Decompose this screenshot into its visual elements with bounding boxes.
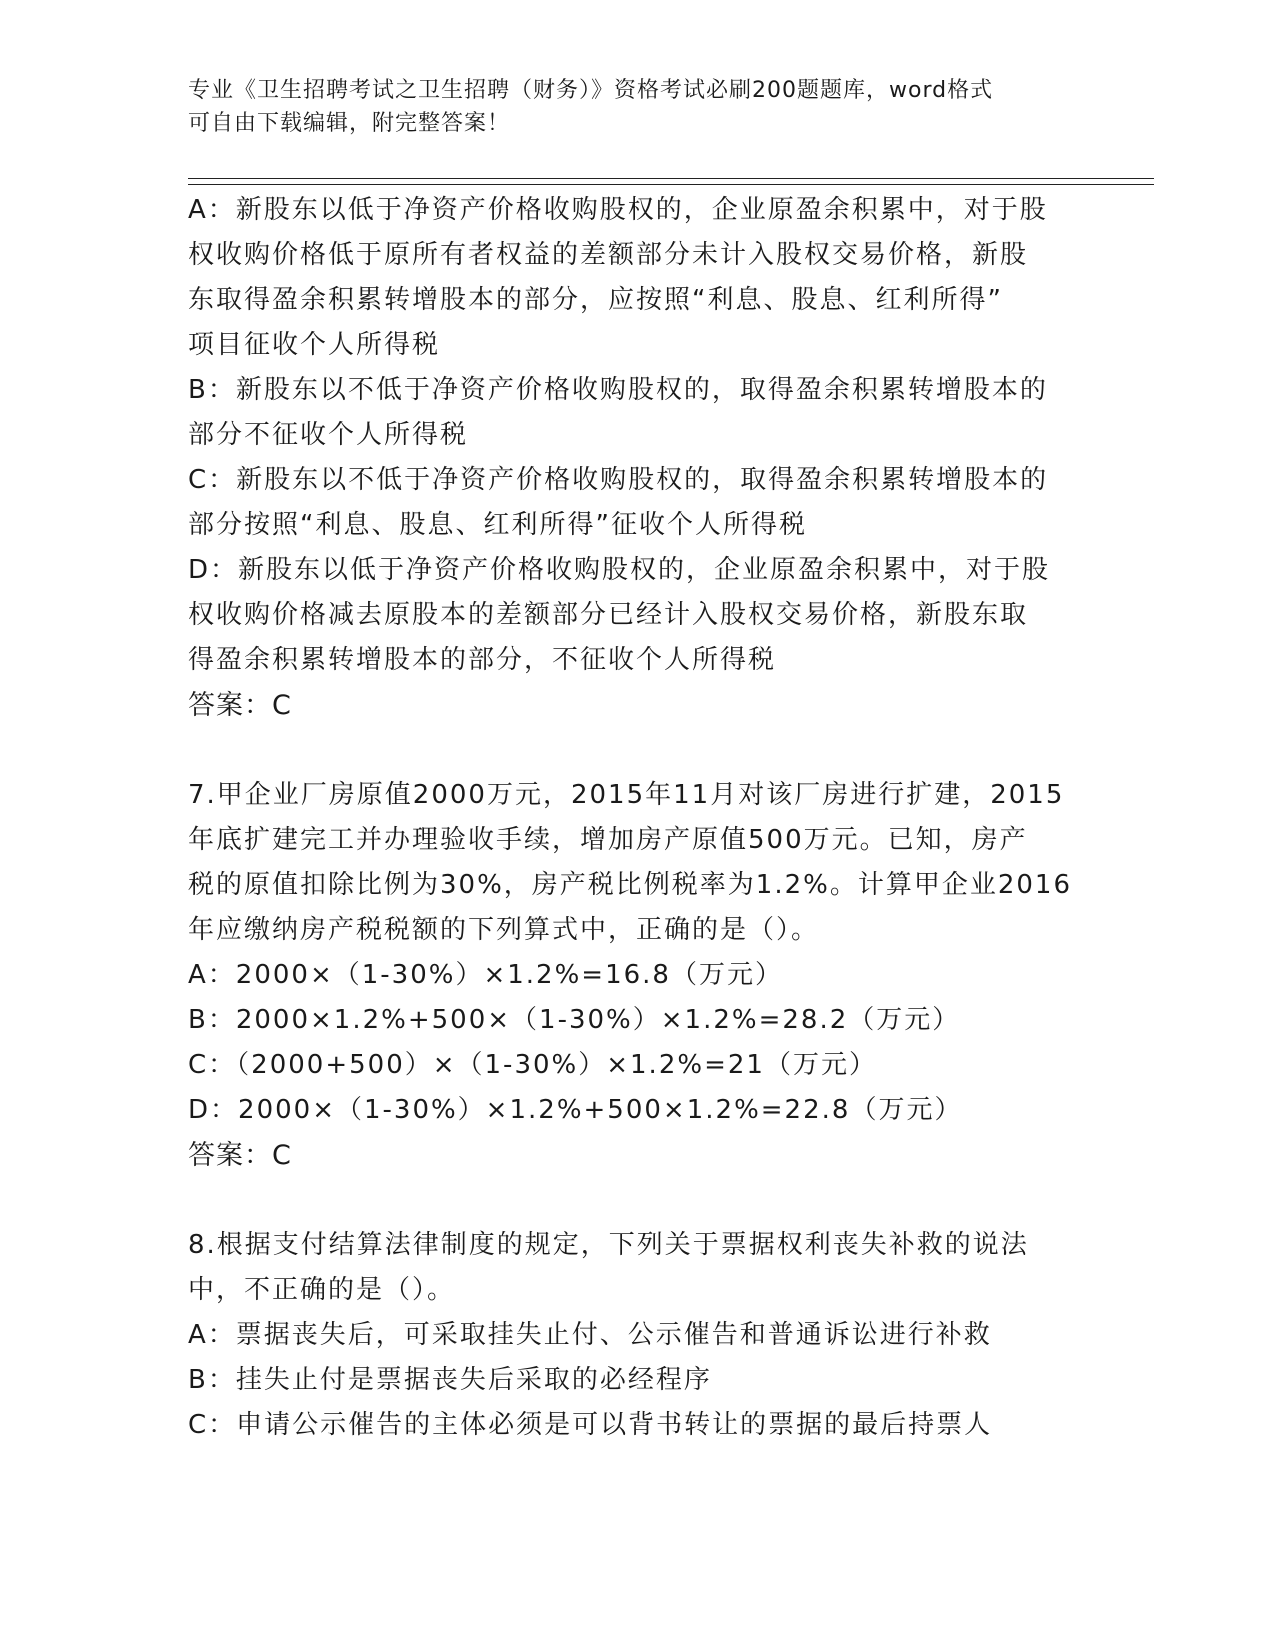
option-a-line: 东取得盈余积累转增股本的部分，应按照“利息、股息、红利所得” [188, 285, 1003, 315]
document-body [188, 188, 1088, 1448]
option-c-line: C：新股东以不低于净资产价格收购股权的，取得盈余积累转增股本的 [188, 465, 1049, 495]
header-rule-bottom [188, 184, 1154, 185]
option-d-line: 得盈余积累转增股本的部分，不征收个人所得税 [188, 645, 777, 675]
header-rule-top [188, 178, 1154, 179]
header-line-1: 专业《卫生招聘考试之卫生招聘（财务）》资格考试必刷200题题库，word格式 [188, 78, 994, 103]
question-7 [188, 773, 1088, 1178]
question-stem-line: 7.甲企业厂房原值2000万元，2015年11月对该厂房进行扩建，2015 [188, 780, 1065, 810]
option-a-line: 权收购价格低于原所有者权益的差额部分未计入股权交易价格，新股 [188, 240, 1029, 270]
option-d-line: 权收购价格减去原股本的差额部分已经计入股权交易价格，新股东取 [188, 600, 1029, 630]
option-b-line: B：新股东以不低于净资产价格收购股权的，取得盈余积累转增股本的 [188, 375, 1048, 405]
option-d-line: D：新股东以低于净资产价格收购股权的，企业原盈余积累中，对于股 [188, 555, 1051, 585]
option-a-line: A：票据丧失后，可采取挂失止付、公示催告和普通诉讼进行补救 [188, 1320, 992, 1350]
answer-line: 答案：C [188, 1140, 292, 1171]
option-c-line: 部分按照“利息、股息、红利所得”征收个人所得税 [188, 510, 807, 540]
answer-line: 答案：C [188, 690, 292, 721]
question-stem-line: 8.根据支付结算法律制度的规定，下列关于票据权利丧失补救的说法 [188, 1230, 1029, 1260]
question-6-options [188, 188, 1088, 728]
question-8 [188, 1223, 1088, 1448]
question-stem-line: 年底扩建完工并办理验收手续，增加房产原值500万元。已知，房产 [188, 825, 1028, 855]
option-b-line: B：挂失止付是票据丧失后采取的必经程序 [188, 1365, 712, 1395]
option-b-line: 部分不征收个人所得税 [188, 420, 469, 450]
document-header [188, 74, 1068, 140]
option-a-line: A：新股东以低于净资产价格收购股权的，企业原盈余积累中，对于股 [188, 195, 1048, 225]
option-c-line: C：（2000+500）×（1-30%）×1.2%=21（万元） [188, 1050, 877, 1080]
option-a-line: 项目征收个人所得税 [188, 330, 441, 360]
option-b-line: B：2000×1.2%+500×（1-30%）×1.2%=28.2（万元） [188, 1005, 961, 1035]
header-line-2: 可自由下载编辑，附完整答案！ [188, 111, 511, 136]
question-stem-line: 税的原值扣除比例为30%，房产税比例税率为1.2%。计算甲企业2016 [188, 870, 1073, 900]
question-stem-line: 中，不正确的是（）。 [188, 1275, 456, 1305]
option-d-line: D：2000×（1-30%）×1.2%+500×1.2%=22.8（万元） [188, 1095, 963, 1125]
option-c-line: C：申请公示催告的主体必须是可以背书转让的票据的最后持票人 [188, 1410, 993, 1440]
option-a-line: A：2000×（1-30%）×1.2%=16.8（万元） [188, 960, 783, 990]
question-stem-line: 年应缴纳房产税税额的下列算式中，正确的是（）。 [188, 915, 820, 945]
